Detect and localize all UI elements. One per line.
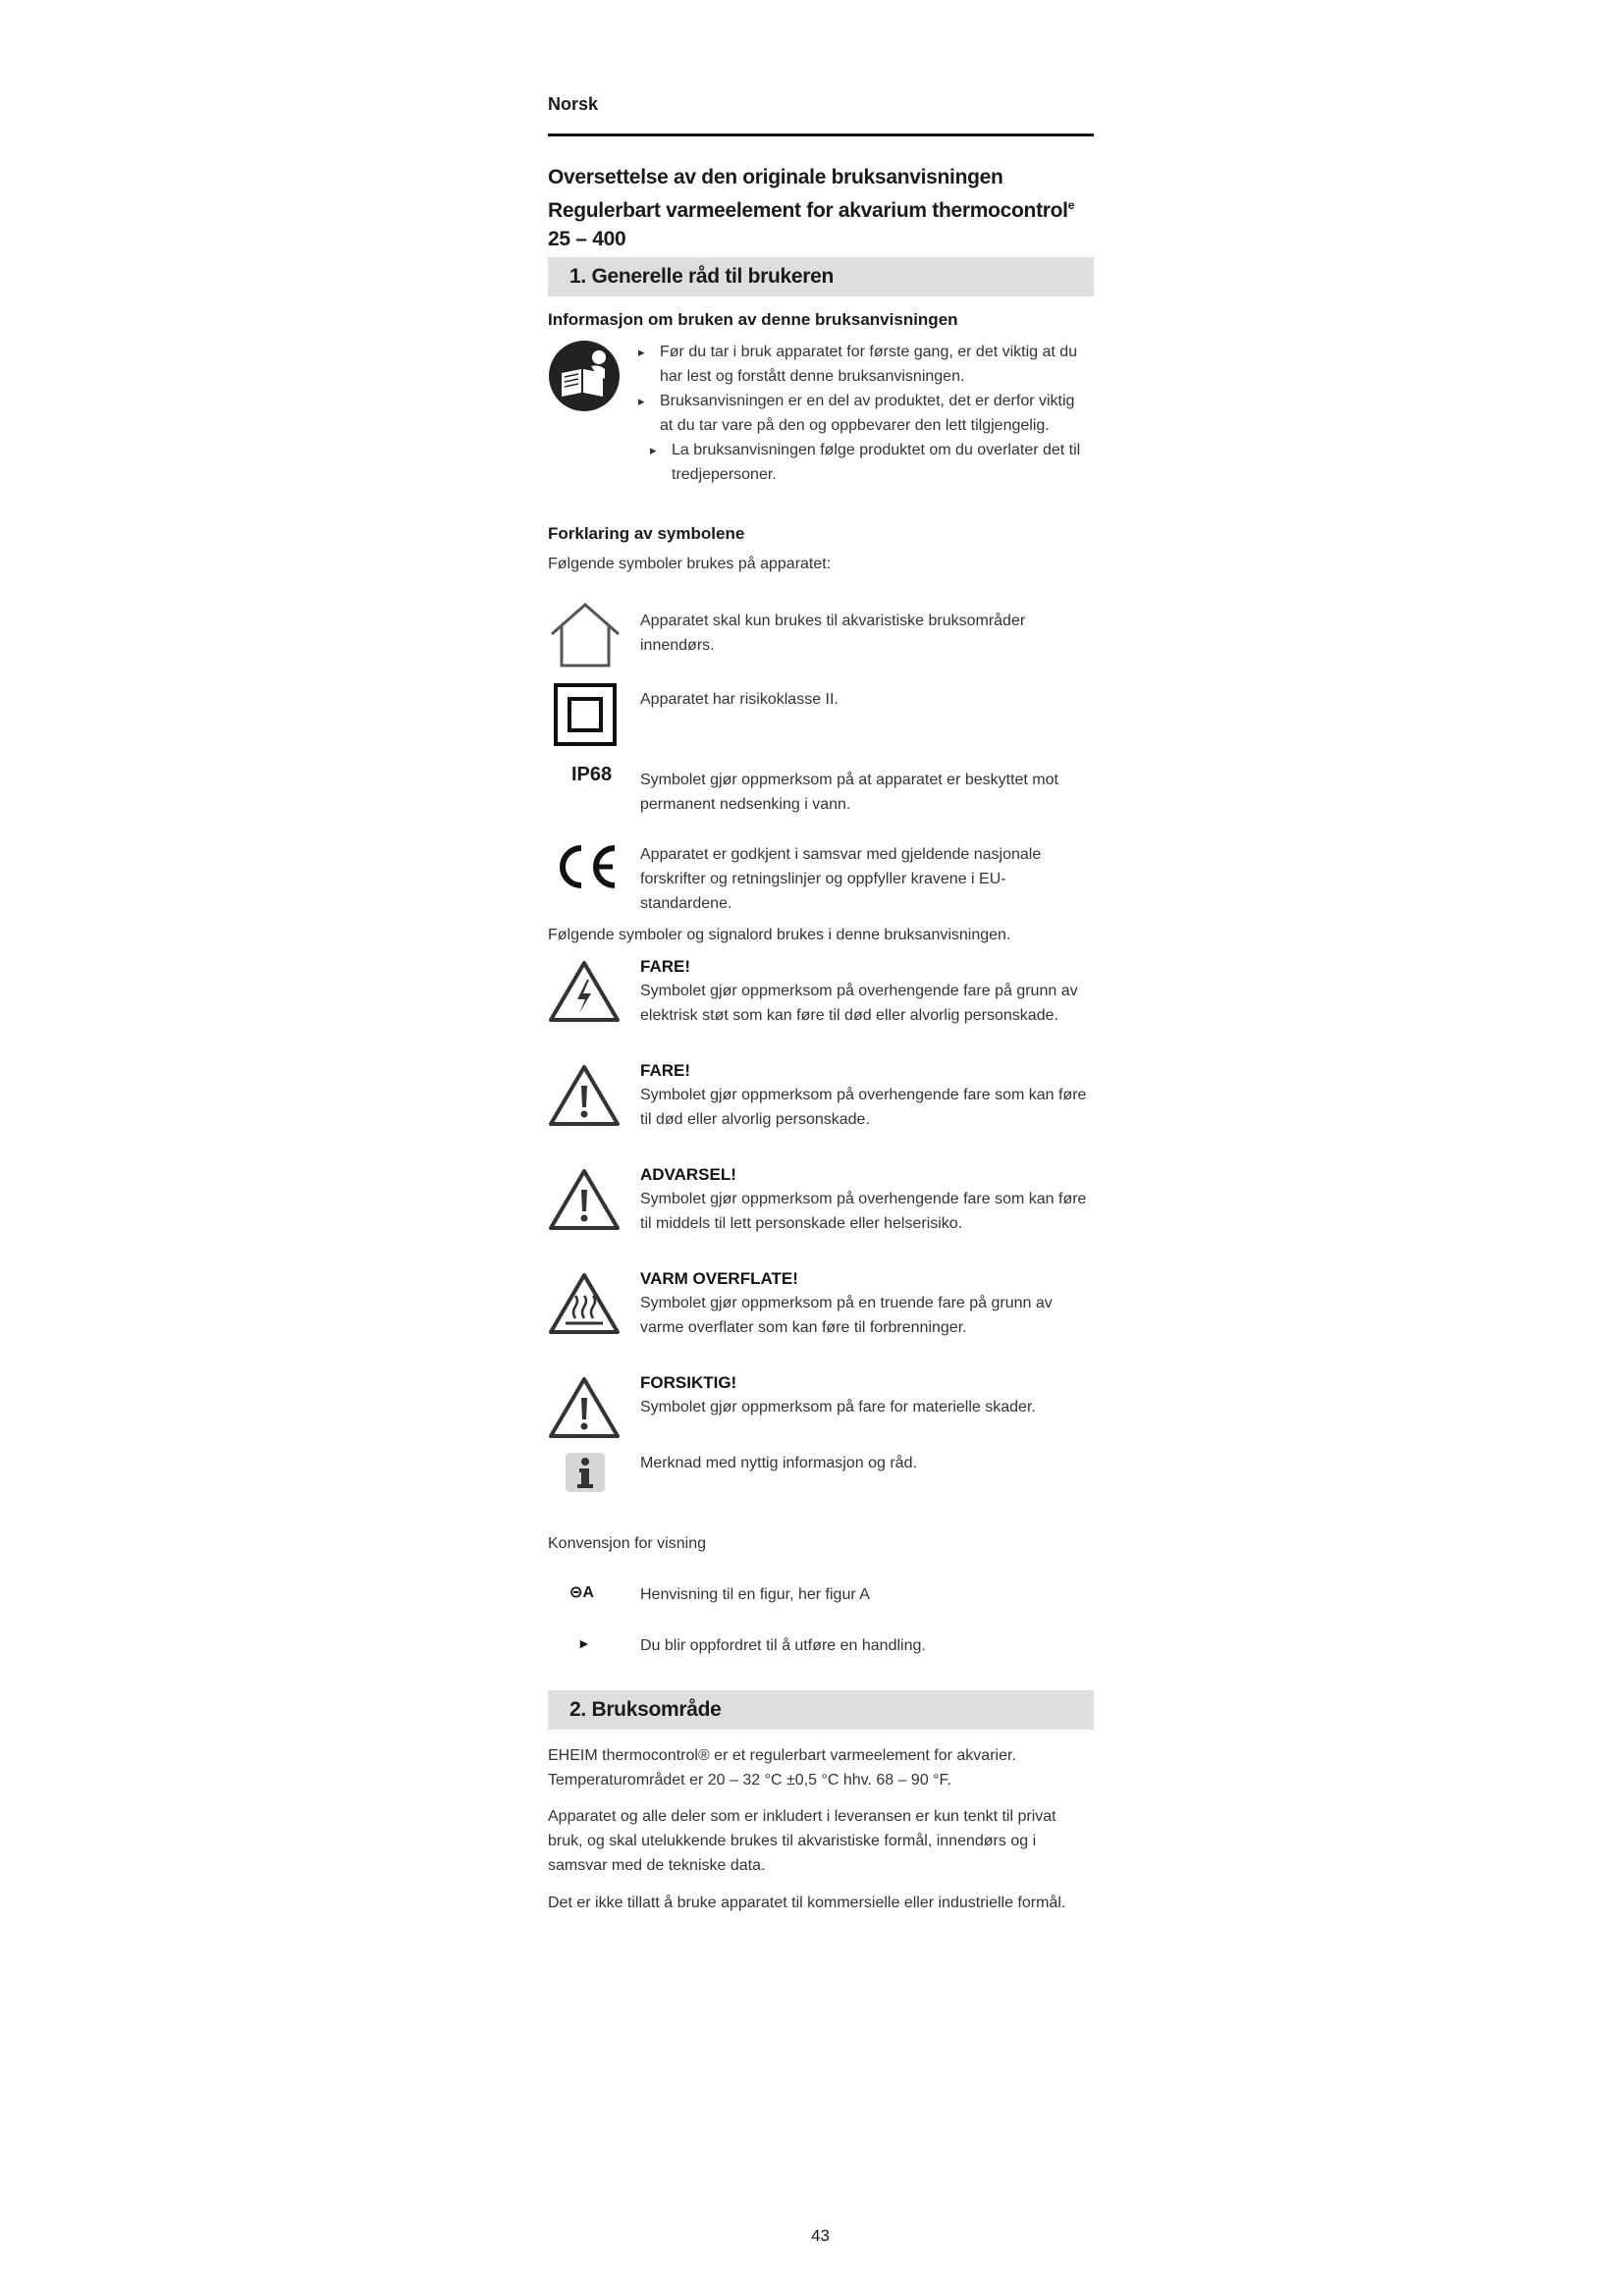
section-1-header: 1. Generelle råd til brukeren	[548, 257, 1094, 296]
symbol-description: Symbolet gjør oppmerksom på fare for materielle skader.	[640, 1399, 1036, 1415]
info-bullet-list	[638, 340, 1090, 487]
signal-word: FARE!	[640, 1061, 690, 1080]
symbol-description: Symbolet gjør oppmerksom på overhengende fare på grunn av elektrisk støt som kan føre til død eller alvorlig personskade.	[640, 983, 1078, 1024]
ip68-label: IP68	[571, 764, 613, 785]
symbol-row-warning	[640, 1162, 1092, 1236]
warning-icon	[548, 1376, 621, 1444]
symbol-description: Symbolet gjør oppmerksom på overhengende fare som kan føre til død eller alvorlig personskade.	[640, 1087, 1087, 1128]
action-arrow-icon: ►	[577, 1635, 591, 1651]
signal-word: ADVARSEL!	[640, 1165, 736, 1184]
electric-hazard-icon	[548, 960, 621, 1028]
ce-mark-icon	[554, 844, 619, 894]
read-manual-icon	[548, 340, 621, 417]
symbol-description: Symbolet gjør oppmerksom på overhengende fare som kan føre til middels til lett personskade eller helserisiko.	[640, 1191, 1087, 1232]
symbol-description: Symbolet gjør oppmerksom på en truende fare på grunn av varme overflater som kan føre til forbrenninger.	[640, 1295, 1053, 1336]
signal-word: VARM OVERFLATE!	[640, 1269, 798, 1288]
symbol-text-class-ii: Apparatet har risikoklasse II.	[640, 691, 839, 708]
section-2-header: 2. Bruksområde	[548, 1690, 1094, 1730]
warning-icon	[548, 1168, 621, 1236]
language-label: Norsk	[548, 94, 599, 114]
section-2-paragraph-2: Apparatet og alle deler som er inkludert i leveransen er kun tenkt til privat bruk, og skal utelukkende brukes til akvaristiske formål, innendørs og i samsvar med de tekniske data.	[548, 1808, 1056, 1874]
title-line-1: Oversettelse av den originale bruksanvisningen	[548, 166, 1003, 188]
list-item: ▸ Bruksanvisningen er en del av produktet, det er derfor viktig at du tar vare på den og oppbevarer den lett tilgjengelig.	[638, 389, 1090, 438]
protection-class-ii-icon	[554, 683, 617, 751]
convention-text-figure: Henvisning til en figur, her figur A	[640, 1586, 870, 1603]
info-icon	[566, 1453, 605, 1497]
symbol-row-hot-surface	[640, 1266, 1092, 1340]
signal-word: FARE!	[640, 957, 690, 976]
house-icon	[548, 601, 623, 674]
manual-page	[548, 0, 1094, 2296]
symbol-row-caution	[640, 1370, 1092, 1419]
symbol-text-house: Apparatet skal kun brukes til akvaristiske bruksområder innendørs.	[640, 613, 1026, 654]
symbol-row-electric	[640, 954, 1092, 1028]
manual-symbols-intro: Følgende symboler og signalord brukes i denne bruksanvisningen.	[548, 927, 1011, 943]
conventions-heading: Konvensjon for visning	[548, 1535, 706, 1552]
symbols-heading: Forklaring av symbolene	[548, 524, 745, 543]
section-2-paragraph-3: Det er ikke tillatt å bruke apparatet til kommersielle eller industrielle formål.	[548, 1895, 1066, 1911]
warning-icon	[548, 1064, 621, 1132]
convention-text-action: Du blir oppfordret til å utføre en handling.	[640, 1637, 926, 1654]
symbol-text-info: Merknad med nyttig informasjon og råd.	[640, 1455, 917, 1471]
section-2-paragraph-1: EHEIM thermocontrol® er et regulerbart varmeelement for akvarier. Temperaturområdet er 20 – 32 °C ±0,5 °C hhv. 68 – 90 °F.	[548, 1747, 1016, 1789]
symbol-text-ce: Apparatet er godkjent i samsvar med gjeldende nasjonale forskrifter og retningslinjer og oppfyller kravene i EU-standardene.	[640, 846, 1042, 912]
symbol-row-danger	[640, 1058, 1092, 1132]
symbol-text-ip68: Symbolet gjør oppmerksom på at apparatet er beskyttet mot permanent nedsenking i vann.	[640, 772, 1058, 813]
signal-word: FORSIKTIG!	[640, 1373, 737, 1392]
list-item: ▸ Før du tar i bruk apparatet for første gang, er det viktig at du har lest og forstått denne bruksanvisningen.	[638, 340, 1090, 389]
list-item: ▸ La bruksanvisningen følge produktet om du overlater det til tredjepersoner.	[650, 438, 1090, 487]
symbols-intro: Følgende symboler brukes på apparatet:	[548, 556, 832, 572]
figure-reference-symbol: ⊝A	[569, 1584, 594, 1601]
info-heading: Informasjon om bruken av denne bruksanvisningen	[548, 310, 958, 329]
title-line-2: Regulerbart varmeelement for akvarium thermocontrol$^e$ 25 – 400	[548, 198, 1075, 250]
hot-surface-icon	[548, 1272, 621, 1340]
header-rule	[548, 133, 1094, 136]
document-title	[548, 163, 1094, 253]
page-number: 43	[811, 2226, 830, 2245]
